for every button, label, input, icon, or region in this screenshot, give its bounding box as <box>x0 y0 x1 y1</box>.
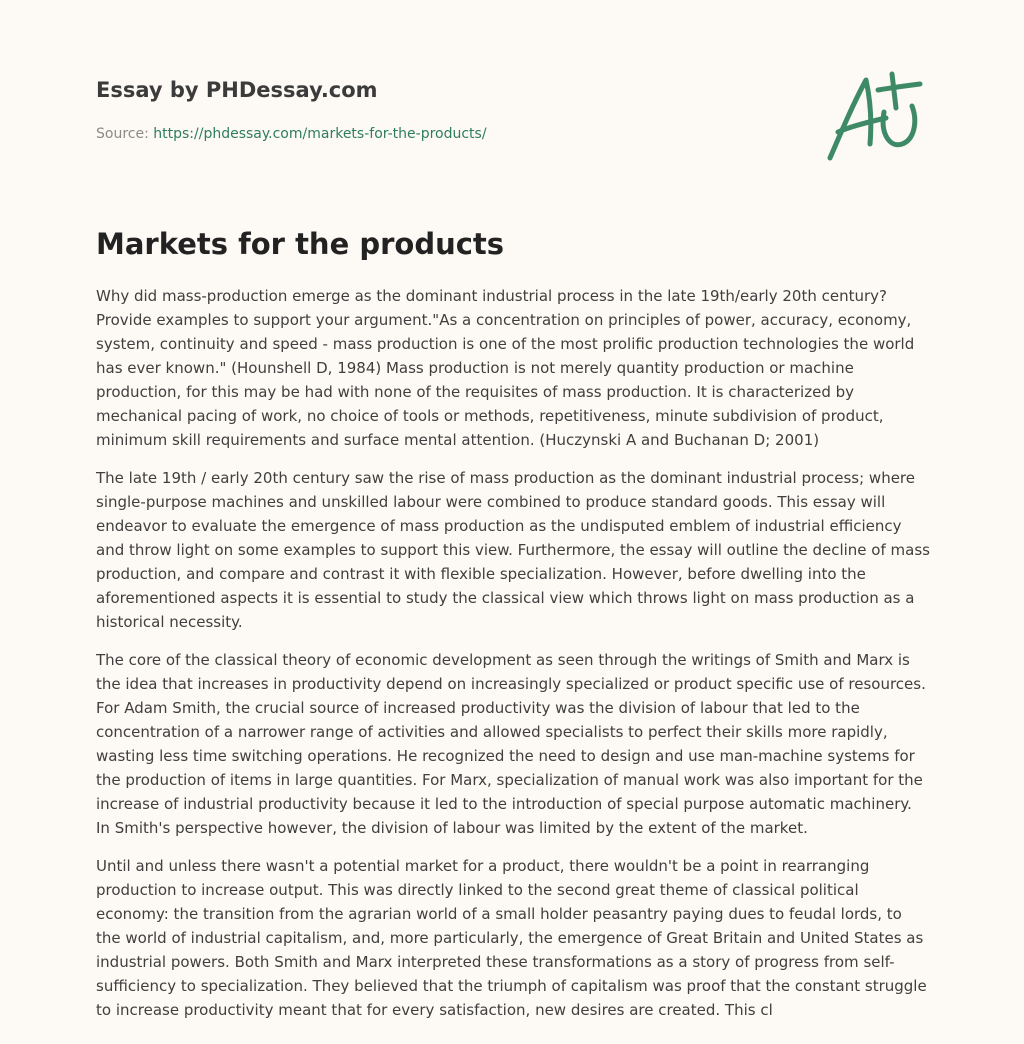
essay-header <box>96 76 796 144</box>
source-label: Source: <box>96 126 149 142</box>
paragraph: Why did mass-production emerge as the dominant industrial process in the late 19th/early 20th century? Provide examples to support your argument."As a concentration on principles of power, accuracy, economy, system, continuity and speed - mass production is one of the most prolific production technologies the world has ever known." (Hounshell D, 1984) Mass production is not merely quantity production or machine production, for this may be had with none of the requisites of mass production. It is characterized by mechanical pacing of work, no choice of tools or methods, repetitiveness, minute subdivision of product, minimum skill requirements and surface mental attention. (Huczynski A and Buchanan D; 2001) <box>96 287 915 449</box>
article-title: Markets for the products <box>96 227 505 261</box>
paragraph: The late 19th / early 20th century saw the rise of mass production as the dominant industrial process; where single-purpose machines and unskilled labour were combined to produce standard goods. This essay will endeavor to evaluate the emergence of mass production as the undisputed emblem of industrial efficiency and throw light on some examples to support this view. Furthermore, the essay will outline the decline of mass production, and compare and contrast it with flexible specialization. However, before dwelling into the aforementioned aspects it is essential to study the classical view which throws light on mass production as a historical necessity. <box>96 469 930 631</box>
paragraph: Until and unless there wasn't a potential market for a product, there wouldn't be a point in rearranging production to increase output. This was directly linked to the second great theme of classical political economy: the transition from the agrarian world of a small holder peasantry paying dues to feudal lords, to the world of industrial capitalism, and, more particularly, the emergence of Great Britain and United States as industrial powers. Both Smith and Marx interpreted these transformations as a story of progress from self-sufficiency to specialization. They believed that the triumph of capitalism was proof that the constant struggle to increase productivity meant that for every satisfaction, new desires are created. This cl <box>96 857 927 1019</box>
a-plus-logo-icon <box>820 68 930 164</box>
brand-title: Essay by PHDessay.com <box>96 78 378 102</box>
paragraph: The core of the classical theory of economic development as seen through the writings of Smith and Marx is the idea that increases in productivity depend on increasingly specialized or product specific use of resources. For Adam Smith, the crucial source of increased productivity was the division of labour that led to the concentration of a narrower range of activities and allowed specialists to perfect their skills more rapidly, wasting less time switching operations. He recognized the need to design and use man-machine systems for the production of items in large quantities. For Marx, specialization of manual work was also important for the increase of industrial productivity because it led to the introduction of special purpose automatic machinery. In Smith's perspective however, the division of labour was limited by the extent of the market. <box>96 651 926 837</box>
article-body <box>96 284 930 1036</box>
source-line <box>96 124 796 144</box>
source-link[interactable]: https://phdessay.com/markets-for-the-products/ <box>153 126 487 142</box>
